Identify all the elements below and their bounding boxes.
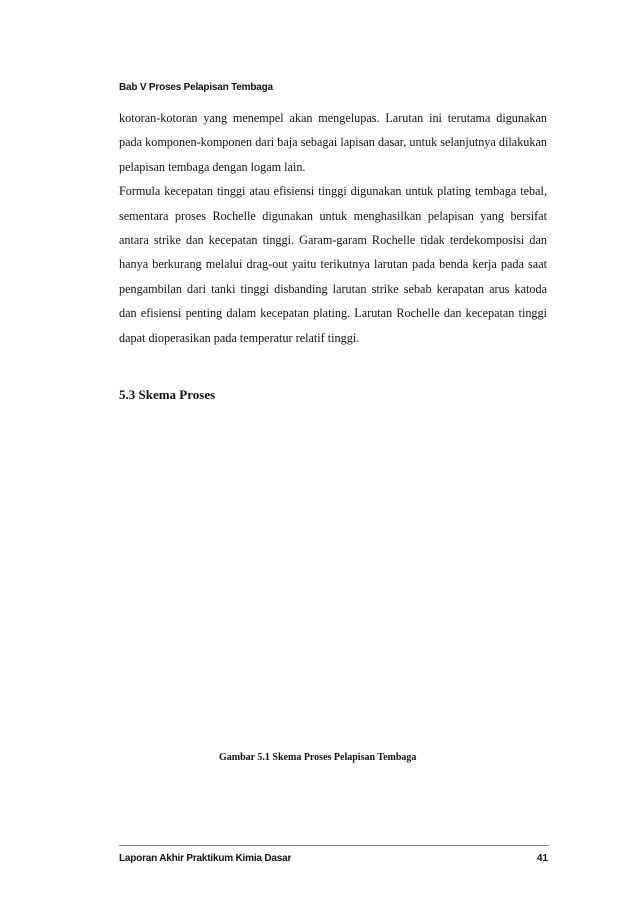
- page-number: 41: [536, 853, 548, 864]
- figure-placeholder: [119, 410, 547, 740]
- footer-divider: [119, 845, 549, 846]
- figure-caption: Gambar 5.1 Skema Proses Pelapisan Tembaga: [219, 752, 417, 763]
- paragraph-2: Formula kecepatan tinggi atau efisiensi tinggi digunakan untuk plating tembaga tebal, sementara proses Rochelle digunakan untuk menghasilkan pelapisan yang bersifat antara strike dan kecepatan tinggi. Garam-garam Rochelle tidak terdekomposisi dan hanya berkurang melalui drag-out yaitu terikutnya larutan pada benda kerja pada saat pengambilan dari tanki tinggi disbanding larutan strike sebab kerapatan arus katoda dan efisiensi penting dalam kecepatan plating. Larutan Rochelle dan kecepatan tinggi dapat dioperasikan pada temperatur relatif tinggi.: [119, 184, 547, 345]
- body-text: [119, 106, 547, 350]
- paragraph-1: kotoran-kotoran yang menempel akan mengelupas. Larutan ini terutama digunakan pada komponen-komponen dari baja sebagai lapisan dasar, untuk selanjutnya dilakukan pelapisan tembaga dengan logam lain.: [119, 111, 547, 174]
- running-header: Bab V Proses Pelapisan Tembaga: [119, 82, 273, 93]
- section-heading: 5.3 Skema Proses: [119, 387, 216, 402]
- footer-title: Laporan Akhir Praktikum Kimia Dasar: [119, 853, 292, 864]
